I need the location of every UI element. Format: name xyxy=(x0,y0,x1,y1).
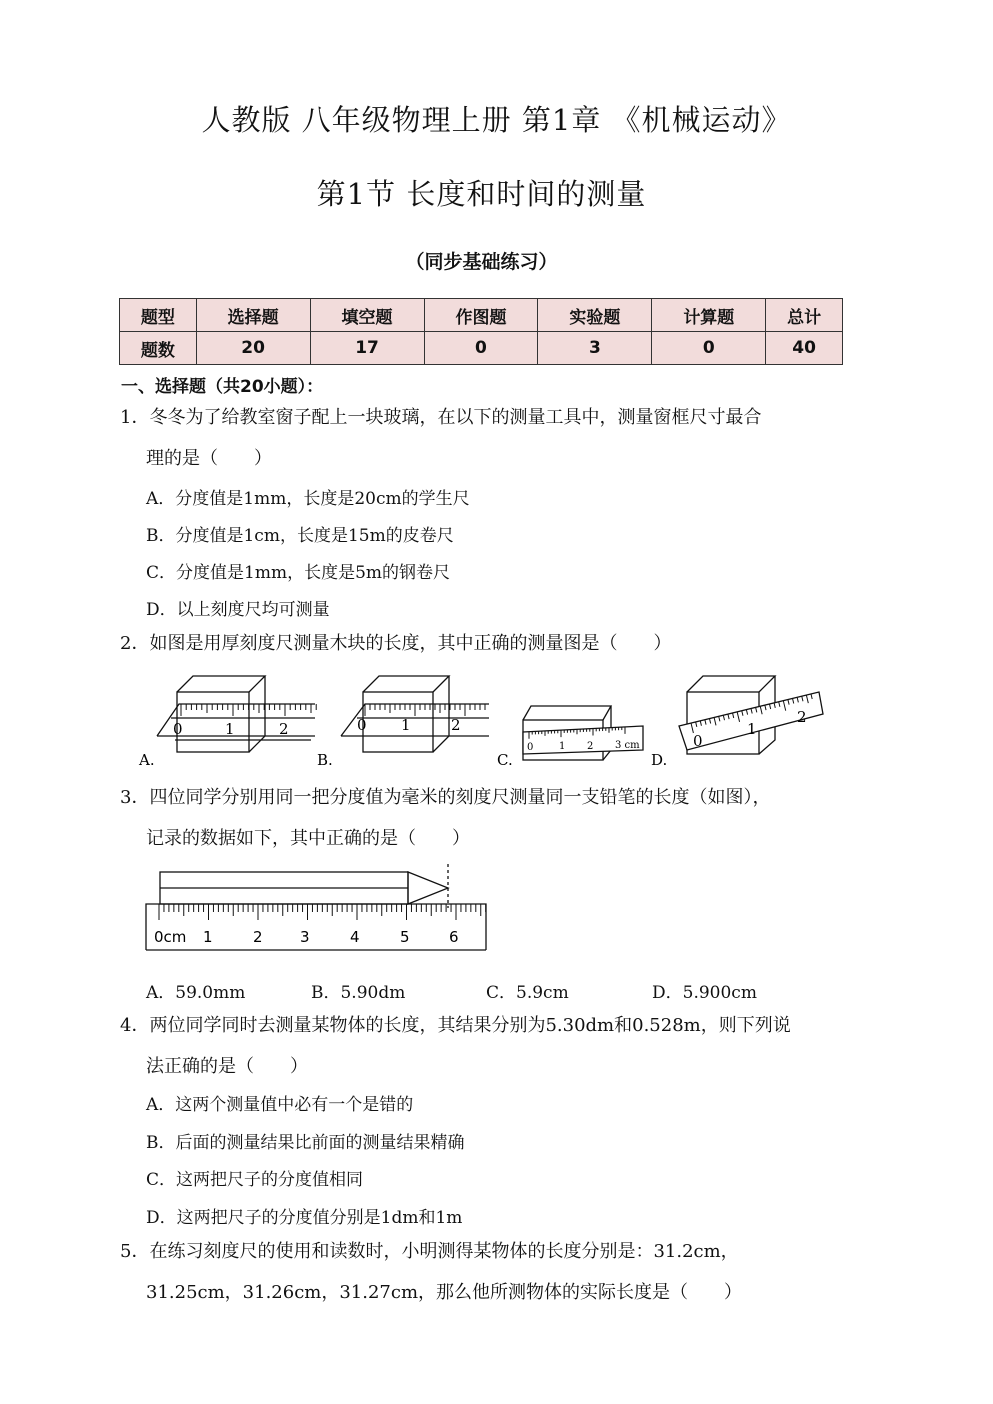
option-1b: B．分度值是1cm，长度是15m的皮卷尺 xyxy=(146,526,454,546)
question-stats-table xyxy=(119,298,843,365)
ruler-label: 6 xyxy=(449,928,459,946)
ruler-mark: 0 xyxy=(173,720,183,738)
figure-label-d: D. xyxy=(651,751,668,769)
table-cell: 填空题 xyxy=(310,299,424,332)
table-cell: 17 xyxy=(310,332,424,365)
ruler-mark: 1 xyxy=(559,741,566,752)
ruler-mark: 1 xyxy=(225,720,235,738)
ruler-label: 1 xyxy=(203,928,213,946)
option-1d: D．以上刻度尺均可测量 xyxy=(146,600,330,620)
ruler-mark: 0 xyxy=(357,716,367,734)
table-cell: 实验题 xyxy=(538,299,652,332)
table-cell: 总计 xyxy=(766,299,843,332)
ruler-label: 5 xyxy=(400,928,410,946)
ruler-body xyxy=(146,904,486,950)
figure-label-a: A. xyxy=(139,751,155,769)
figure-2a xyxy=(135,670,315,770)
table-cell: 选择题 xyxy=(196,299,310,332)
ruler-label: 4 xyxy=(350,928,360,946)
subtitle: （同步基础练习） xyxy=(405,251,558,273)
ruler-mark: 0 xyxy=(693,732,703,750)
option-4b: B．后面的测量结果比前面的测量结果精确 xyxy=(146,1133,465,1153)
ruler-mark: 2 xyxy=(797,708,807,726)
question-4-text-cont: 法正确的是（ ） xyxy=(146,1056,308,1077)
ruler-mark: 2 xyxy=(451,716,461,734)
question-1-text: 1．冬冬为了给教室窗子配上一块玻璃，在以下的测量工具中，测量窗框尺寸最合 xyxy=(120,407,762,428)
table-cell: 题数 xyxy=(120,332,197,365)
table-header-row xyxy=(120,299,843,332)
option-4d: D．这两把尺子的分度值分别是1dm和1m xyxy=(146,1208,463,1228)
page-title: 人教版 八年级物理上册 第1章 《机械运动》 xyxy=(201,103,792,137)
figure-2c xyxy=(493,670,663,770)
question-3-text-cont: 记录的数据如下，其中正确的是（ ） xyxy=(146,828,470,849)
section-title: 第1节 长度和时间的测量 xyxy=(316,177,647,211)
ruler-mark: 1 xyxy=(401,716,411,734)
question-1-text-cont: 理的是（ ） xyxy=(146,448,272,469)
figure-label-b: B. xyxy=(317,751,333,769)
question-4-text: 4．两位同学同时去测量某物体的长度，其结果分别为5.30dm和0.528m，则下列说 xyxy=(120,1015,791,1036)
ruler-label: 2 xyxy=(253,928,263,946)
ruler-label: 0cm xyxy=(154,928,187,946)
ruler-label: 3 xyxy=(300,928,310,946)
option-1c: C．分度值是1mm，长度是5m的钢卷尺 xyxy=(146,563,450,583)
option-3b: B．5.90dm xyxy=(311,983,406,1003)
option-3c: C．5.9cm xyxy=(486,983,569,1003)
table-cell: 0 xyxy=(424,332,538,365)
table-cell: 作图题 xyxy=(424,299,538,332)
ruler-mark: 0 xyxy=(527,742,534,753)
table-cell: 40 xyxy=(766,332,843,365)
ruler-mark: 1 xyxy=(747,720,757,738)
table-cell: 0 xyxy=(652,332,766,365)
table-row xyxy=(120,332,843,365)
table-cell: 题型 xyxy=(120,299,197,332)
section-heading: 一、选择题（共20小题）： xyxy=(121,377,324,397)
pencil-ruler-figure xyxy=(140,858,490,954)
ruler-mark: 3 cm xyxy=(615,740,640,751)
option-3d: D．5.900cm xyxy=(652,983,757,1003)
question-5-text-cont: 31.25cm，31.26cm，31.27cm，那么他所测物体的实际长度是（ ） xyxy=(146,1282,743,1303)
question-5-text: 5．在练习刻度尺的使用和读数时，小明测得某物体的长度分别是：31.2cm， xyxy=(120,1241,739,1262)
question-2-text: 2．如图是用厚刻度尺测量木块的长度，其中正确的测量图是（ ） xyxy=(120,633,672,654)
ruler-mark: 2 xyxy=(587,741,594,752)
question-3-text: 3．四位同学分别用同一把分度值为毫米的刻度尺测量同一支铅笔的长度（如图）， xyxy=(120,787,771,808)
figure-2d xyxy=(647,670,827,770)
figure-2b xyxy=(313,670,493,770)
table-cell: 3 xyxy=(538,332,652,365)
ruler-mark: 2 xyxy=(279,720,289,738)
option-1a: A．分度值是1mm，长度是20cm的学生尺 xyxy=(146,489,470,509)
option-4a: A．这两个测量值中必有一个是错的 xyxy=(146,1095,414,1115)
option-3a: A．59.0mm xyxy=(146,983,246,1003)
option-4c: C．这两把尺子的分度值相同 xyxy=(146,1170,364,1190)
table-cell: 计算题 xyxy=(652,299,766,332)
table-cell: 20 xyxy=(196,332,310,365)
figure-label-c: C. xyxy=(497,751,513,769)
